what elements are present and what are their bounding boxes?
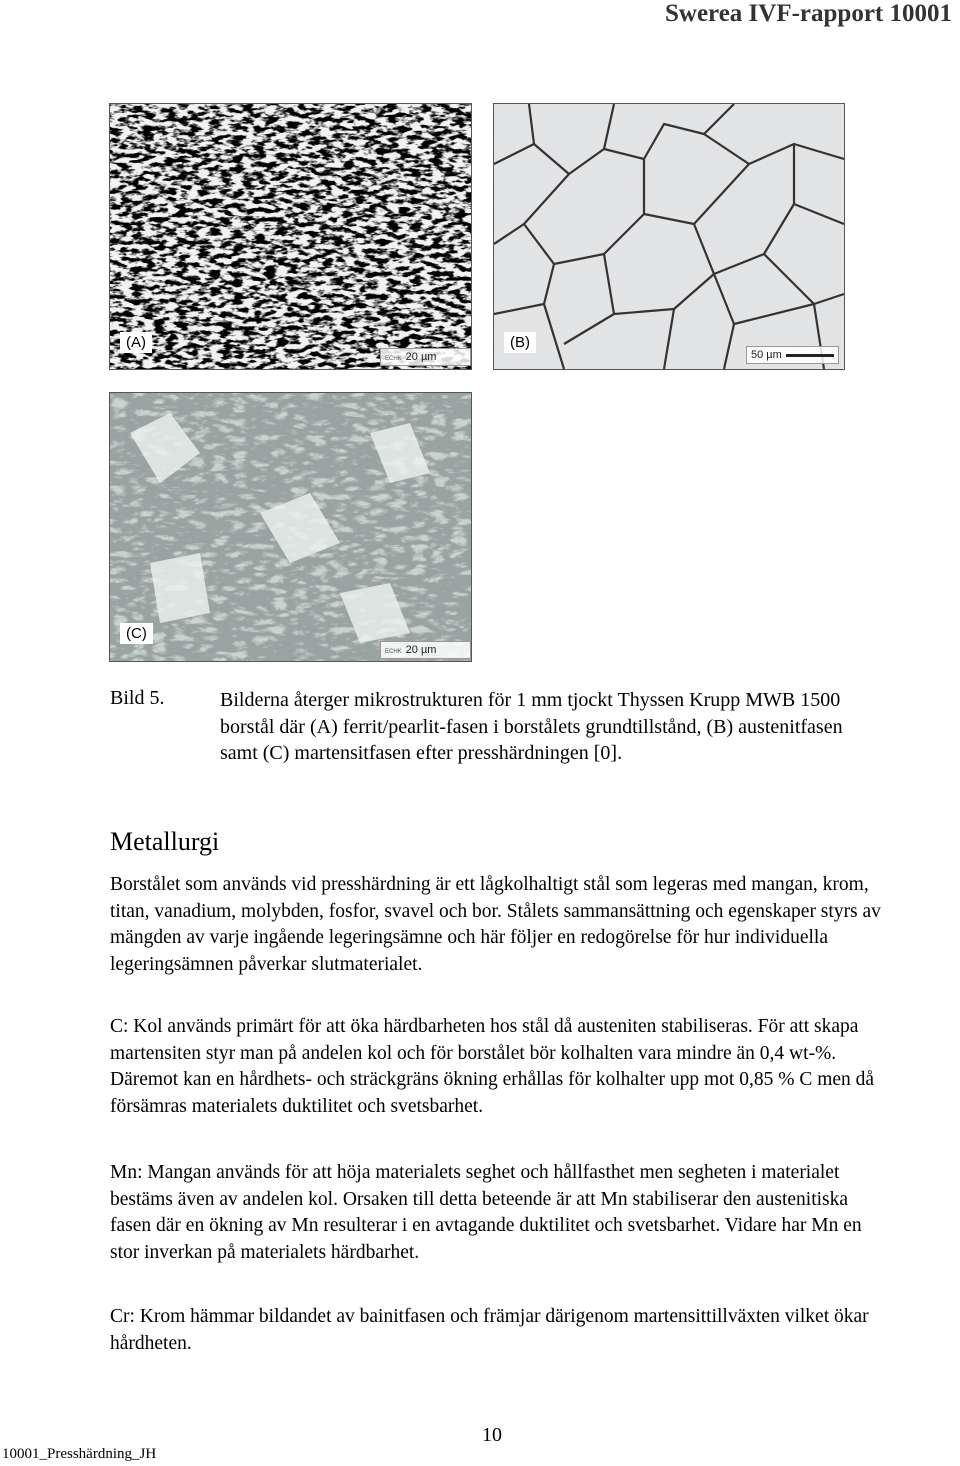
micrograph-a-image bbox=[110, 104, 471, 369]
micrograph-b-image bbox=[494, 104, 844, 369]
figure-caption-label: Bild 5. bbox=[110, 687, 165, 709]
panel-label-c: (C) bbox=[120, 623, 153, 644]
scale-bar-a: ECHK 20 µm bbox=[380, 348, 471, 366]
section-heading: Metallurgi bbox=[110, 827, 220, 856]
paragraph-intro: Borstålet som används vid presshärdning är ett lågkolhaltigt stål som legeras med mangan, krom, titan, vanadium, molybden, fosfor, svavel och bor. Stålets sammansättning och egenskaper styrs av mängden av varje ingående legeringsämne och här följer en redogörelse för hur individuella legeringsämnen påverkar slutmaterialet. bbox=[110, 874, 881, 975]
panel-label-b: (B) bbox=[504, 332, 536, 353]
panel-label-a: (A) bbox=[120, 332, 152, 353]
micrograph-b bbox=[493, 103, 845, 370]
figure-caption-text: Bilderna återger mikrostrukturen för 1 mm tjockt Thyssen Krupp MWB 1500 borstål där (A) ferrit/pearlit-fasen i borstålets grundtillstånd, (B) austenitfasen samt (C) martensitfasen efter presshärdningen [0]. bbox=[220, 689, 843, 764]
report-title: Swerea IVF-rapport 10001 bbox=[665, 0, 952, 27]
micrograph-c bbox=[109, 392, 472, 662]
micrograph-a bbox=[109, 103, 472, 370]
scale-bar-c: ECHK 20 µm bbox=[380, 641, 471, 659]
paragraph-chromium: Cr: Krom hämmar bildandet av bainitfasen och främjar därigenom martensittillväxten vilket ökar hårdheten. bbox=[110, 1306, 869, 1354]
paragraph-carbon: C: Kol används primärt för att öka härdbarheten hos stål då austeniten stabiliseras. För att skapa martensiten styr man på andelen kol och för borstålet bör kolhalten vara mindre än 0,4 wt-%. Däremot kan en hårdhets- och sträckgräns ökning erhållas för kolhalter upp mot 0,85 % C men då försämras materialets duktilitet och svetsbarhet. bbox=[110, 1016, 875, 1117]
page-number: 10 bbox=[482, 1424, 502, 1446]
footer-document-name: 10001_Presshärdning_JH bbox=[2, 1446, 157, 1462]
paragraph-manganese: Mn: Mangan används för att höja materialets seghet och hållfasthet men segheten i materialet bestäms även av andelen kol. Orsaken till detta beteende är att Mn stabiliserar den austenitiska fasen där en ökning av Mn resulterar i en avtagande duktilitet och svetsbarhet. Vidare har Mn en stor inverkan på materialets härdbarhet. bbox=[110, 1162, 862, 1263]
micrograph-c-image bbox=[110, 393, 471, 661]
scale-bar-b: 50 µm bbox=[746, 346, 839, 364]
